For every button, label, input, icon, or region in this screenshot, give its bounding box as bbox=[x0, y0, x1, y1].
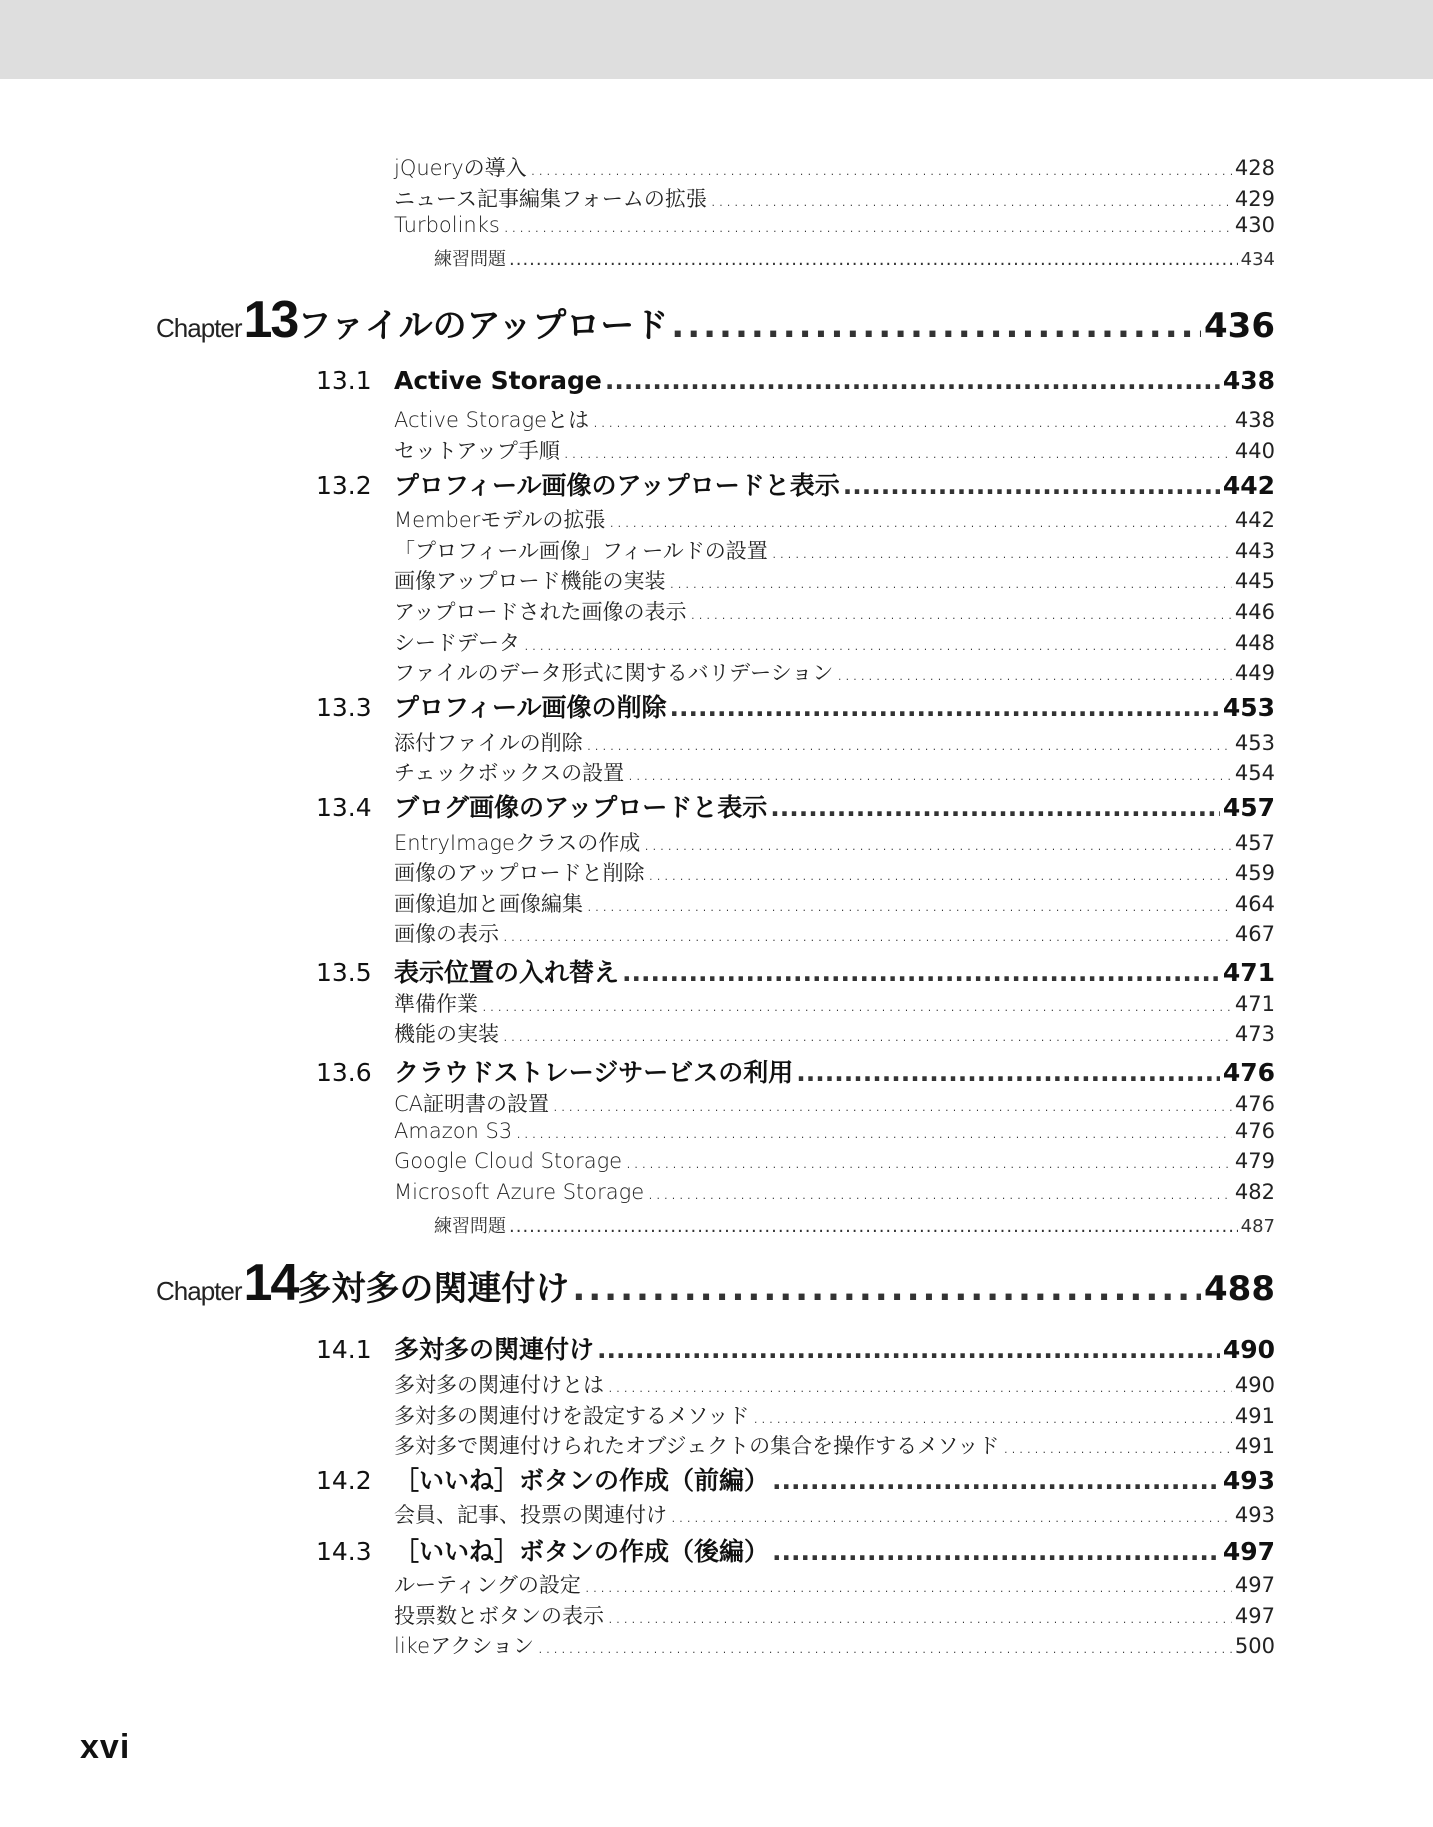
leader-dots bbox=[670, 693, 1220, 722]
toc-item[interactable] bbox=[394, 757, 1275, 787]
section-heading[interactable] bbox=[316, 1532, 1275, 1568]
section-title: ［いいね］ボタンの作成（前編） bbox=[394, 1466, 770, 1495]
section-number: 14.3 bbox=[316, 1537, 372, 1566]
toc-item-page: 479 bbox=[1234, 1149, 1275, 1173]
toc-item-label: ルーティングの設定 bbox=[394, 1573, 581, 1597]
leader-dots bbox=[710, 187, 1232, 211]
section-number: 14.1 bbox=[316, 1335, 372, 1364]
toc-item-label: likeアクション bbox=[394, 1634, 534, 1658]
toc-item-label: Turbolinks bbox=[394, 213, 500, 237]
section-heading[interactable] bbox=[316, 1053, 1275, 1089]
toc-item-page: 440 bbox=[1234, 439, 1275, 463]
toc-item-label: セットアップ手順 bbox=[394, 439, 560, 463]
toc-item-page: 471 bbox=[1234, 992, 1275, 1016]
toc-item[interactable] bbox=[394, 535, 1275, 565]
leader-dots bbox=[502, 922, 1232, 946]
section-page: 476 bbox=[1222, 1058, 1275, 1087]
top-band bbox=[0, 0, 1433, 79]
section-heading[interactable] bbox=[316, 953, 1275, 989]
toc-item-label: CA証明書の設置 bbox=[394, 1092, 550, 1116]
toc-item-page: 497 bbox=[1234, 1573, 1275, 1597]
section-page: 490 bbox=[1222, 1335, 1275, 1364]
leader-dots bbox=[586, 892, 1232, 916]
toc-item[interactable] bbox=[394, 857, 1275, 887]
leader-dots bbox=[523, 631, 1232, 655]
chapter-13-heading[interactable] bbox=[156, 290, 1275, 350]
leader-dots bbox=[552, 1092, 1232, 1116]
toc-item-page: 428 bbox=[1234, 156, 1275, 180]
section-number: 13.3 bbox=[316, 693, 372, 722]
toc-item[interactable] bbox=[394, 988, 1275, 1018]
leader-dots bbox=[481, 992, 1232, 1016]
toc-item-page: 430 bbox=[1234, 213, 1275, 237]
leader-dots bbox=[572, 1269, 1201, 1309]
section-heading[interactable] bbox=[316, 788, 1275, 824]
leader-dots bbox=[690, 600, 1232, 624]
toc-item-label: ニュース記事編集フォームの拡張 bbox=[394, 187, 707, 211]
toc-item[interactable] bbox=[394, 657, 1275, 687]
toc-item[interactable] bbox=[394, 727, 1275, 757]
toc-item-label: Active Storageとは bbox=[394, 408, 590, 432]
toc-item-label: 投票数とボタンの表示 bbox=[394, 1604, 604, 1628]
section-number: 13.6 bbox=[316, 1058, 372, 1087]
toc-item-page: 464 bbox=[1234, 892, 1275, 916]
section-number: 13.2 bbox=[316, 471, 372, 500]
section-title: プロフィール画像の削除 bbox=[394, 693, 667, 722]
toc-item-label: 機能の実装 bbox=[394, 1022, 499, 1046]
toc-item[interactable] bbox=[394, 1400, 1275, 1430]
toc-item-page: 473 bbox=[1234, 1022, 1275, 1046]
leader-dots bbox=[643, 831, 1232, 855]
toc-item-page: 467 bbox=[1234, 922, 1275, 946]
toc-item-page: 459 bbox=[1234, 861, 1275, 885]
toc-item-page: 476 bbox=[1234, 1092, 1275, 1116]
chapter-14-heading[interactable] bbox=[156, 1253, 1275, 1313]
toc-item-label: 「プロフィール画像」フィールドの設置 bbox=[394, 539, 768, 563]
leader-dots bbox=[605, 366, 1220, 395]
toc-item-label: 多対多の関連付けとは bbox=[394, 1373, 604, 1397]
toc-item-label: 画像追加と画像編集 bbox=[394, 892, 583, 916]
section-heading[interactable] bbox=[316, 688, 1275, 724]
toc-exercise[interactable] bbox=[434, 245, 1275, 271]
toc-item[interactable] bbox=[394, 404, 1275, 434]
toc-item-label: ファイルのデータ形式に関するバリデーション bbox=[394, 661, 834, 685]
toc-item-page: 491 bbox=[1234, 1434, 1275, 1458]
toc-item-label: Amazon S3 bbox=[394, 1119, 513, 1143]
toc-item-page: 493 bbox=[1234, 1503, 1275, 1527]
toc-item-label: 画像アップロード機能の実装 bbox=[394, 569, 666, 593]
section-title: クラウドストレージサービスの利用 bbox=[394, 1058, 794, 1087]
toc-item-label: チェックボックスの設置 bbox=[394, 761, 625, 785]
leader-dots bbox=[530, 156, 1232, 180]
toc-item[interactable] bbox=[394, 1180, 1275, 1204]
section-page: 442 bbox=[1222, 471, 1275, 500]
toc-item-page: 445 bbox=[1234, 569, 1275, 593]
leader-dots bbox=[771, 539, 1232, 563]
section-number: 13.5 bbox=[316, 958, 372, 987]
toc-item[interactable] bbox=[394, 627, 1275, 657]
toc-item-page: 454 bbox=[1234, 761, 1275, 785]
toc-item-page: 500 bbox=[1234, 1634, 1275, 1658]
toc-exercise-page: 487 bbox=[1240, 1216, 1275, 1237]
toc-item-page: 457 bbox=[1234, 831, 1275, 855]
leader-dots bbox=[586, 731, 1232, 755]
leader-dots bbox=[669, 569, 1232, 593]
toc-item-page: 490 bbox=[1234, 1373, 1275, 1397]
toc-item-label: 多対多で関連付けられたオブジェクトの集合を操作するメソッド bbox=[394, 1434, 1000, 1458]
toc-exercise-label: 練習問題 bbox=[434, 1216, 506, 1237]
toc-item[interactable] bbox=[394, 918, 1275, 948]
chapter-title: ファイルのアップロード bbox=[297, 306, 669, 346]
toc-item-page: 497 bbox=[1234, 1604, 1275, 1628]
section-heading[interactable] bbox=[316, 1461, 1275, 1497]
toc-item-page: 476 bbox=[1234, 1119, 1275, 1143]
leader-dots bbox=[647, 1180, 1232, 1204]
toc-item[interactable] bbox=[394, 152, 1275, 182]
toc-exercise-page: 434 bbox=[1240, 249, 1275, 270]
leader-dots bbox=[836, 661, 1232, 685]
chapter-number: 14 bbox=[243, 1254, 298, 1312]
leader-dots bbox=[509, 249, 1238, 270]
toc-item[interactable] bbox=[394, 1430, 1275, 1460]
toc-item[interactable] bbox=[394, 888, 1275, 918]
leader-dots bbox=[584, 1573, 1232, 1597]
toc-item-label: シードデータ bbox=[394, 631, 520, 655]
leader-dots bbox=[608, 508, 1232, 532]
toc-item-label: 準備作業 bbox=[394, 992, 478, 1016]
section-page: 438 bbox=[1222, 366, 1275, 395]
toc-item-label: 画像の表示 bbox=[394, 922, 499, 946]
section-page: 471 bbox=[1222, 958, 1275, 987]
toc-item-page: 482 bbox=[1234, 1180, 1275, 1204]
leader-dots bbox=[503, 213, 1232, 237]
leader-dots bbox=[843, 471, 1220, 500]
section-heading[interactable] bbox=[316, 466, 1275, 502]
toc-item[interactable] bbox=[394, 1569, 1275, 1599]
leader-dots bbox=[671, 306, 1201, 346]
toc-item-label: Google Cloud Storage bbox=[394, 1149, 623, 1173]
toc-item[interactable] bbox=[394, 1600, 1275, 1630]
toc-item[interactable] bbox=[394, 1369, 1275, 1399]
toc-item[interactable] bbox=[394, 1088, 1275, 1118]
leader-dots bbox=[515, 1119, 1232, 1143]
toc-item-label: Memberモデルの拡張 bbox=[394, 508, 606, 532]
toc-item[interactable] bbox=[394, 1119, 1275, 1143]
leader-dots bbox=[770, 793, 1220, 822]
section-page: 497 bbox=[1222, 1537, 1275, 1566]
toc-item-label: 会員、記事、投票の関連付け bbox=[394, 1503, 667, 1527]
section-heading[interactable] bbox=[316, 366, 1275, 395]
section-number: 13.1 bbox=[316, 366, 372, 395]
toc-item-page: 448 bbox=[1234, 631, 1275, 655]
chapter-page: 436 bbox=[1204, 306, 1275, 346]
leader-dots bbox=[607, 1604, 1232, 1628]
toc-item[interactable] bbox=[394, 1018, 1275, 1048]
leader-dots bbox=[607, 1373, 1232, 1397]
toc-item-page: 442 bbox=[1234, 508, 1275, 532]
toc-item[interactable] bbox=[394, 183, 1275, 213]
toc-item-label: jQueryの導入 bbox=[394, 156, 527, 180]
leader-dots bbox=[772, 1537, 1220, 1566]
section-title: プロフィール画像のアップロードと表示 bbox=[394, 471, 840, 500]
toc-item[interactable] bbox=[394, 504, 1275, 534]
toc-item-label: 画像のアップロードと削除 bbox=[394, 861, 645, 885]
leader-dots bbox=[627, 761, 1232, 785]
toc-item-page: 446 bbox=[1234, 600, 1275, 624]
leader-dots bbox=[625, 1149, 1232, 1173]
toc-item[interactable] bbox=[394, 435, 1275, 465]
section-page: 493 bbox=[1222, 1466, 1275, 1495]
leader-dots bbox=[622, 958, 1220, 987]
chapter-word: Chapter bbox=[156, 1276, 242, 1306]
toc-item-page: 453 bbox=[1234, 731, 1275, 755]
section-page: 453 bbox=[1222, 693, 1275, 722]
chapter-page: 488 bbox=[1204, 1269, 1275, 1309]
toc-item[interactable] bbox=[394, 1149, 1275, 1173]
leader-dots bbox=[796, 1058, 1220, 1087]
toc-item-page: 438 bbox=[1234, 408, 1275, 432]
toc-item-page: 491 bbox=[1234, 1404, 1275, 1428]
toc-exercise[interactable] bbox=[434, 1212, 1275, 1238]
leader-dots bbox=[1002, 1434, 1231, 1458]
section-heading[interactable] bbox=[316, 1330, 1275, 1366]
toc-item[interactable] bbox=[394, 213, 1275, 237]
leader-dots bbox=[537, 1634, 1232, 1658]
section-number: 14.2 bbox=[316, 1466, 372, 1495]
leader-dots bbox=[648, 861, 1232, 885]
leader-dots bbox=[592, 408, 1232, 432]
leader-dots bbox=[502, 1022, 1232, 1046]
chapter-title: 多対多の関連付け bbox=[297, 1269, 570, 1309]
toc-item-label: Microsoft Azure Storage bbox=[394, 1180, 645, 1204]
toc-item-label: アップロードされた画像の表示 bbox=[394, 600, 687, 624]
section-title: 多対多の関連付け bbox=[394, 1335, 595, 1364]
section-title: ［いいね］ボタンの作成（後編） bbox=[394, 1537, 770, 1566]
toc-item-label: 多対多の関連付けを設定するメソッド bbox=[394, 1404, 750, 1428]
toc-item-label: EntryImageクラスの作成 bbox=[394, 831, 641, 855]
toc-item[interactable] bbox=[394, 1630, 1275, 1660]
toc-item-page: 429 bbox=[1234, 187, 1275, 211]
toc-item[interactable] bbox=[394, 827, 1275, 857]
section-title: 表示位置の入れ替え bbox=[394, 958, 620, 987]
leader-dots bbox=[509, 1216, 1238, 1237]
toc-item[interactable] bbox=[394, 565, 1275, 595]
section-number: 13.4 bbox=[316, 793, 372, 822]
section-title: ブログ画像のアップロードと表示 bbox=[394, 793, 768, 822]
toc-item-page: 443 bbox=[1234, 539, 1275, 563]
section-title: Active Storage bbox=[394, 366, 602, 395]
leader-dots bbox=[772, 1466, 1220, 1495]
toc-item-page: 449 bbox=[1234, 661, 1275, 685]
toc-exercise-label: 練習問題 bbox=[434, 249, 506, 270]
leader-dots bbox=[670, 1503, 1232, 1527]
chapter-word: Chapter bbox=[156, 313, 242, 343]
toc-item[interactable] bbox=[394, 1499, 1275, 1529]
page-folio: xvi bbox=[80, 1728, 131, 1766]
section-page: 457 bbox=[1222, 793, 1275, 822]
chapter-number: 13 bbox=[243, 291, 298, 349]
toc-item[interactable] bbox=[394, 596, 1275, 626]
toc-item-label: 添付ファイルの削除 bbox=[394, 731, 583, 755]
leader-dots bbox=[752, 1404, 1232, 1428]
leader-dots bbox=[597, 1335, 1220, 1364]
leader-dots bbox=[563, 439, 1232, 463]
